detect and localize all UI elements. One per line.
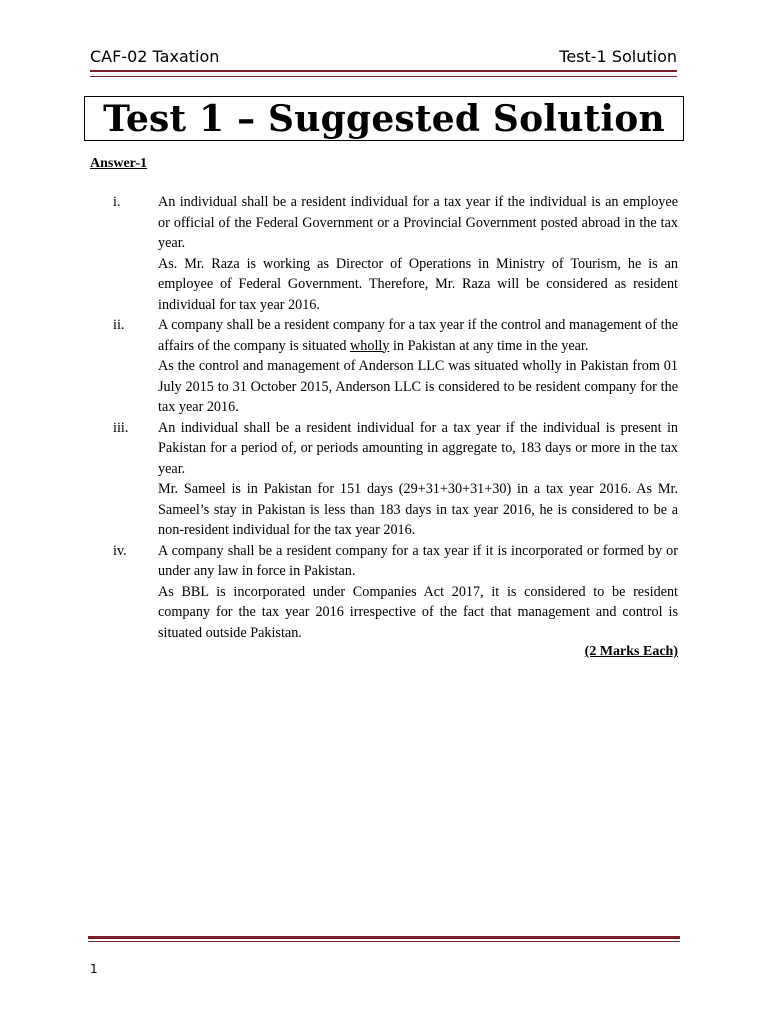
marks-note: (2 Marks Each) xyxy=(584,644,678,659)
list-item xyxy=(90,315,678,418)
page-header xyxy=(90,47,677,72)
answer-list xyxy=(90,192,678,643)
footer-rule-thin xyxy=(88,941,680,942)
underlined-word: wholly xyxy=(350,337,390,354)
title-box xyxy=(84,96,684,141)
item-rule-text: An individual shall be a resident individual for a tax year if the individual is present in Pakistan for a period of, or periods amounting in aggregate to, 183 days or more in the tax year. xyxy=(158,419,678,477)
item-number: iii. xyxy=(113,419,129,436)
item-application-text: As the control and management of Anderson LLC was situated wholly in Pakistan from 01 July 2015 to 31 October 2015, Anderson LLC is considered to be resident company for the tax year 2016. xyxy=(158,358,678,415)
page-title: Test 1 – Suggested Solution xyxy=(103,97,665,140)
item-application-text: Mr. Sameel is in Pakistan for 151 days (29+31+30+31+30) in a tax year 2016. As Mr. Sameel’s stay in Pakistan is less than 183 days in tax year 2016, he is considered to be a non-resident individual for the tax year 2016. xyxy=(158,481,678,538)
item-rule-text: A company shall be a resident company for a tax year if it is incorporated or formed by or under any law in force in Pakistan. xyxy=(158,542,678,579)
item-number: ii. xyxy=(113,317,125,333)
rule-text-end: in Pakistan at any time in the year. xyxy=(389,337,589,354)
item-body xyxy=(158,192,678,315)
list-item xyxy=(90,418,678,541)
item-number: i. xyxy=(113,194,121,210)
page-number: 1 xyxy=(90,962,98,976)
item-body xyxy=(158,315,678,418)
item-body xyxy=(158,541,678,644)
footer-rule-thick xyxy=(88,936,680,939)
answer-heading: Answer-1 xyxy=(90,156,148,171)
item-body xyxy=(158,418,678,541)
header-rule xyxy=(90,76,677,77)
header-right: Test-1 Solution xyxy=(559,47,677,66)
header-left: CAF-02 Taxation xyxy=(90,47,220,66)
item-rule-text: An individual shall be a resident individual for a tax year if the individual is an employee or official of the Federal Government or a Provincial Government posted abroad in the tax year. xyxy=(158,194,678,251)
item-application-text: As BBL is incorporated under Companies Act 2017, it is considered to be resident company for the tax year 2016 irrespective of the fact that management and control is situated outside Pakistan. xyxy=(158,583,678,641)
rule-text-start: A company shall be a resident company for a tax year if the control and management of the affairs of the company is situated xyxy=(158,317,678,354)
list-item xyxy=(90,541,678,644)
item-number: iv. xyxy=(113,542,127,559)
item-rule-text xyxy=(158,315,678,356)
list-item xyxy=(90,192,678,315)
item-application-text: As. Mr. Raza is working as Director of Operations in Ministry of Tourism, he is an employee of Federal Government. Therefore, Mr. Raza will be considered as resident individual for tax year 2016. xyxy=(158,255,678,313)
